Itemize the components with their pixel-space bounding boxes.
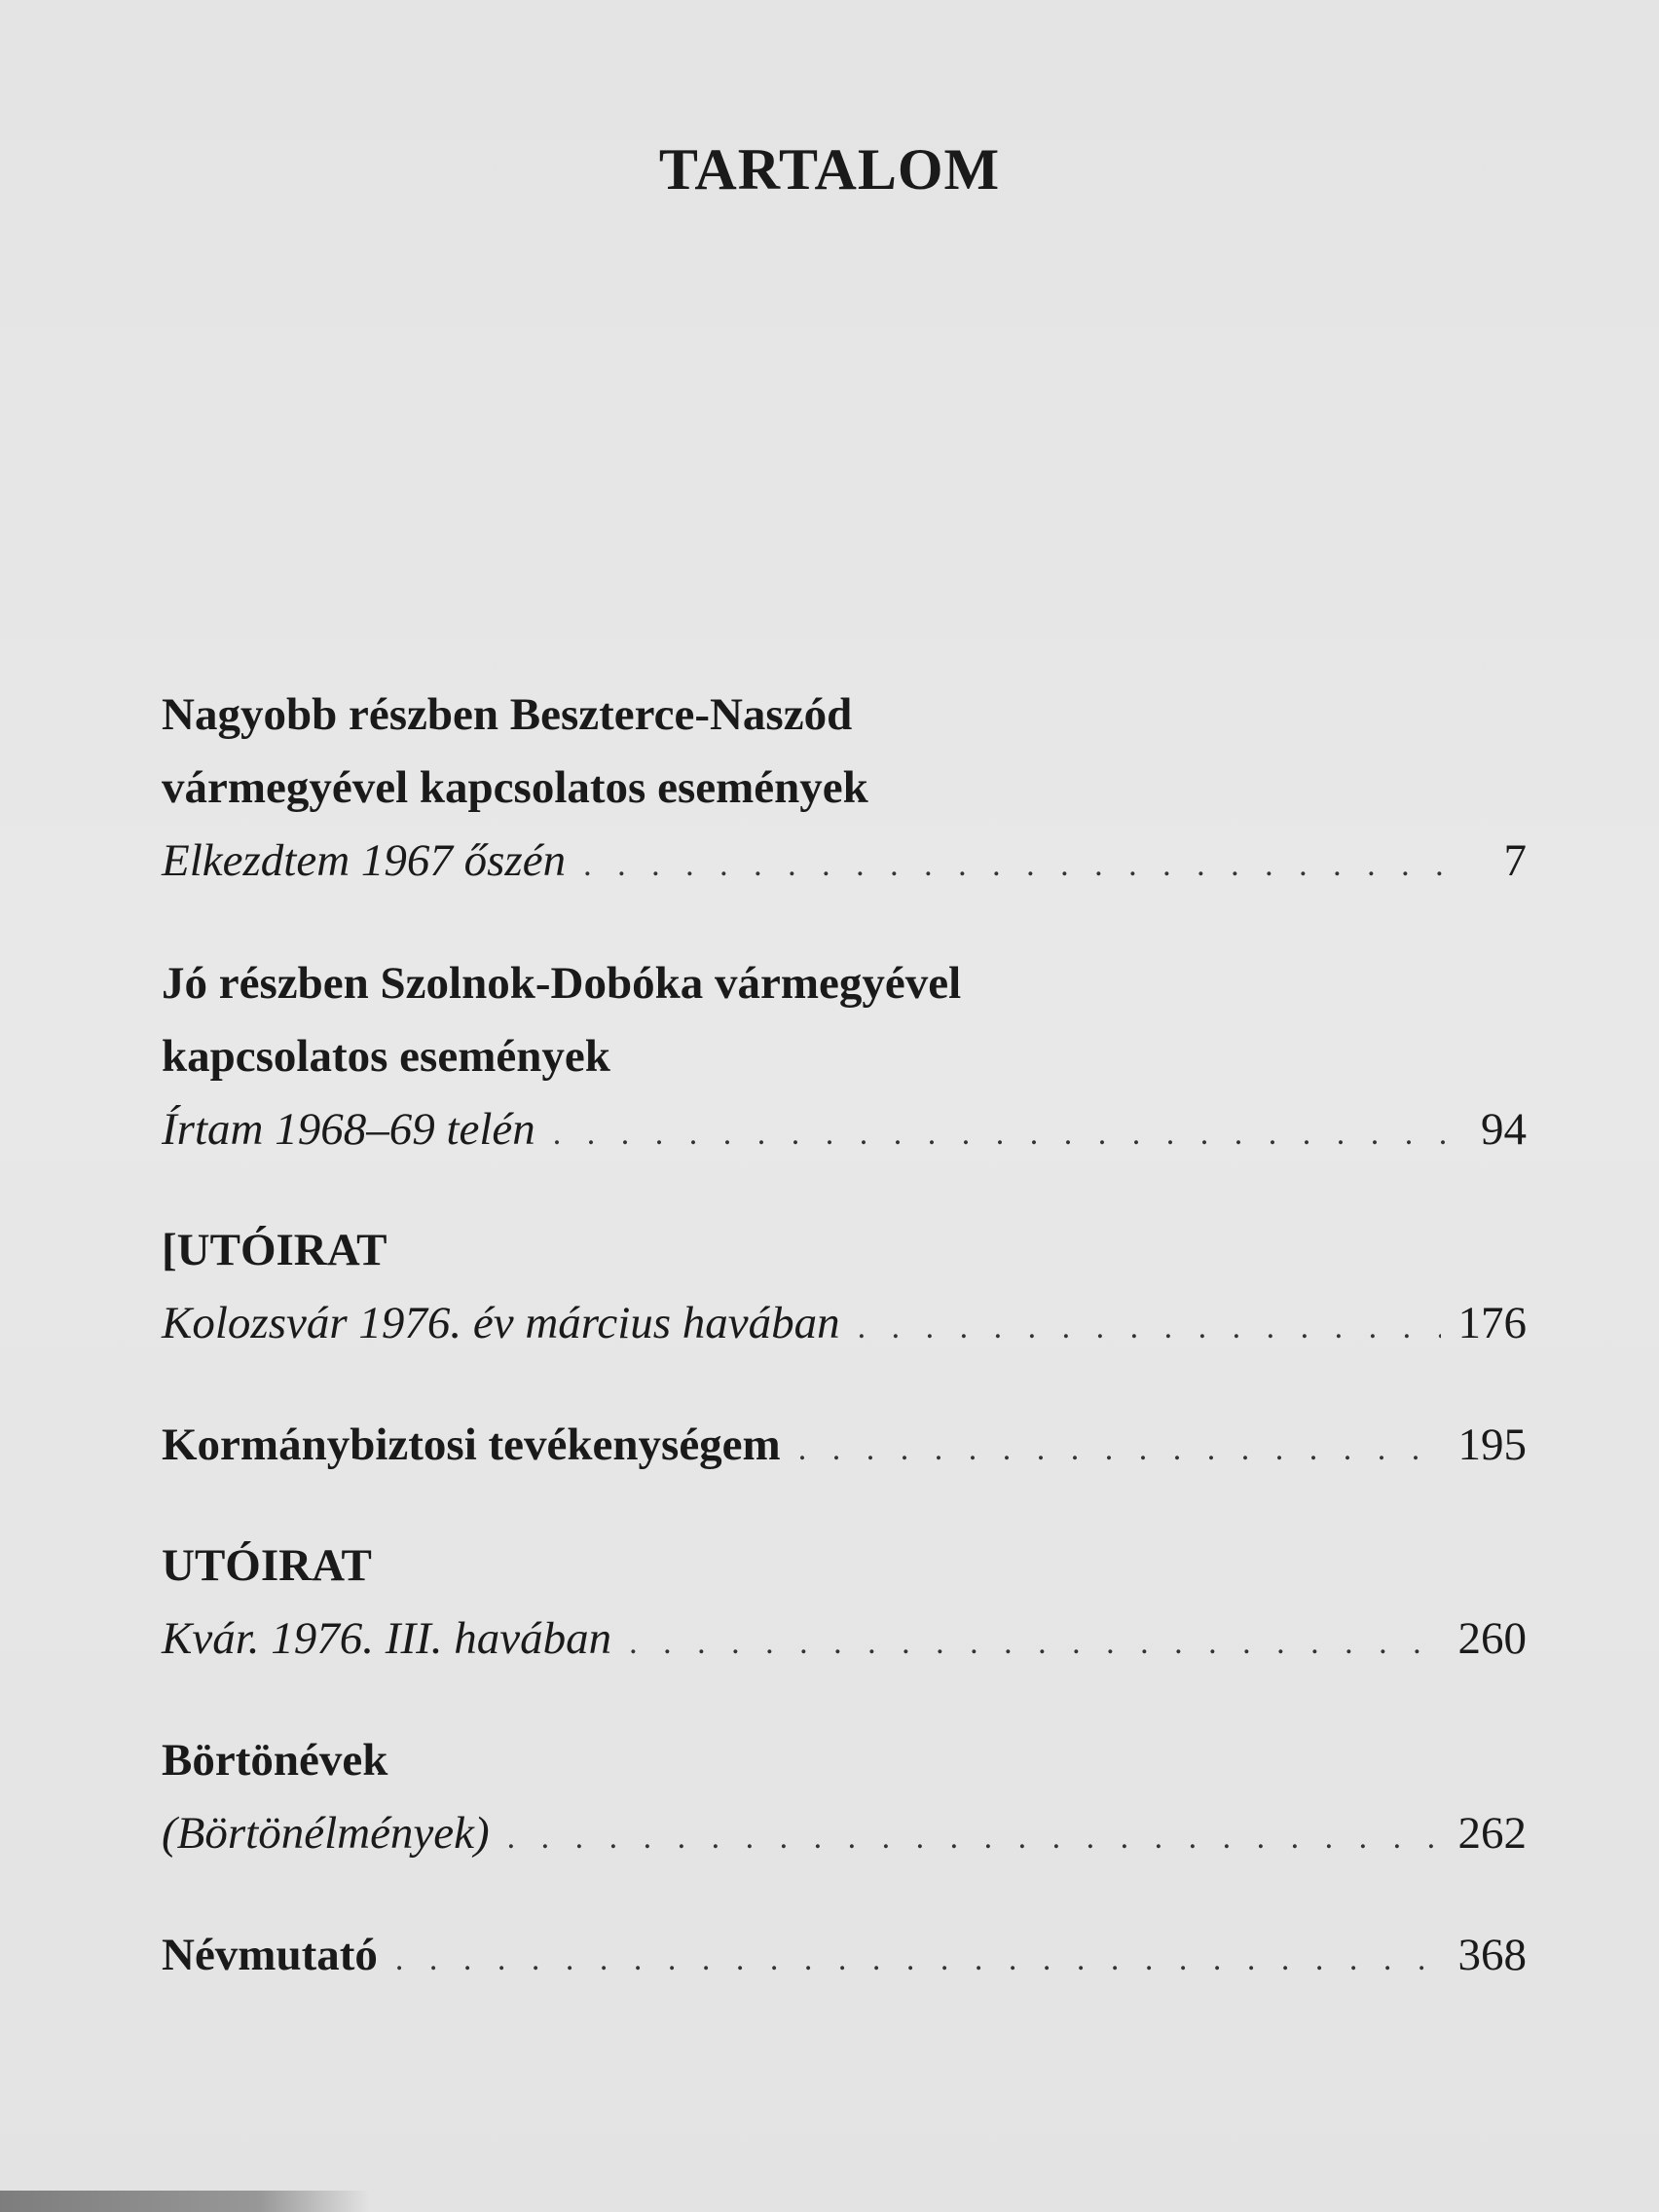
page-number: 7 bbox=[1503, 835, 1527, 886]
dot-leader bbox=[798, 1413, 1441, 1486]
toc-entry-line bbox=[162, 1093, 1527, 1170]
page-number: 176 bbox=[1457, 1298, 1527, 1348]
toc-entry-subtitle: Kvár. 1976. III. havában bbox=[162, 1613, 612, 1664]
toc-entry-heading: kapcsolatos események bbox=[162, 1031, 610, 1082]
page-number: 195 bbox=[1457, 1419, 1527, 1470]
toc-entry-heading: vármegyével kapcsolatos események bbox=[162, 762, 868, 813]
toc-entry-subtitle: Írtam 1968–69 telén bbox=[162, 1104, 535, 1155]
page-title: TARTALOM bbox=[658, 137, 1001, 202]
toc-entry-title: Kormánybiztosi tevékenységem bbox=[162, 1419, 781, 1470]
page-number: 368 bbox=[1457, 1930, 1527, 1980]
toc-entry-line bbox=[162, 1603, 1527, 1679]
toc-entry-heading: [UTÓIRAT bbox=[162, 1225, 387, 1275]
toc-entry-subtitle: Kolozsvár 1976. év március havában bbox=[162, 1298, 840, 1348]
toc-entry[interactable] bbox=[162, 1214, 1527, 1364]
toc-entry-heading: Jó részben Szolnok-Dobóka vármegyével bbox=[162, 958, 962, 1009]
dot-leader bbox=[858, 1291, 1441, 1364]
page-number: 94 bbox=[1481, 1104, 1527, 1155]
toc-entry[interactable] bbox=[162, 679, 1527, 902]
page-number: 262 bbox=[1457, 1808, 1527, 1859]
toc-entry-heading: UTÓIRAT bbox=[162, 1540, 372, 1591]
toc-entry[interactable] bbox=[162, 1530, 1527, 1679]
toc-entry-line bbox=[162, 1287, 1527, 1364]
toc-entry-line bbox=[162, 1409, 1527, 1486]
toc-entry[interactable] bbox=[162, 1919, 1527, 1996]
toc-entry[interactable] bbox=[162, 947, 1527, 1170]
toc-entry-title: Névmutató bbox=[162, 1930, 378, 1980]
toc-entry-subtitle: (Börtönélmények) bbox=[162, 1808, 490, 1859]
dot-leader bbox=[507, 1801, 1441, 1874]
toc-entry-heading: Nagyobb részben Beszterce-Naszód bbox=[162, 689, 853, 740]
dot-leader bbox=[583, 829, 1470, 902]
toc-entry-subtitle: Elkezdtem 1967 őszén bbox=[162, 835, 567, 886]
toc-entry-line bbox=[162, 1919, 1527, 1996]
toc-entry-line bbox=[162, 1797, 1527, 1874]
dot-leader bbox=[629, 1606, 1440, 1679]
toc-entry[interactable] bbox=[162, 1724, 1527, 1874]
page-number: 260 bbox=[1457, 1613, 1527, 1664]
toc-entry[interactable] bbox=[162, 1409, 1527, 1486]
dot-leader bbox=[553, 1097, 1463, 1170]
dot-leader bbox=[395, 1923, 1441, 1996]
toc-entry-line bbox=[162, 825, 1527, 902]
toc-entry-heading: Börtönévek bbox=[162, 1735, 388, 1786]
bottom-edge-shadow bbox=[0, 2191, 370, 2212]
